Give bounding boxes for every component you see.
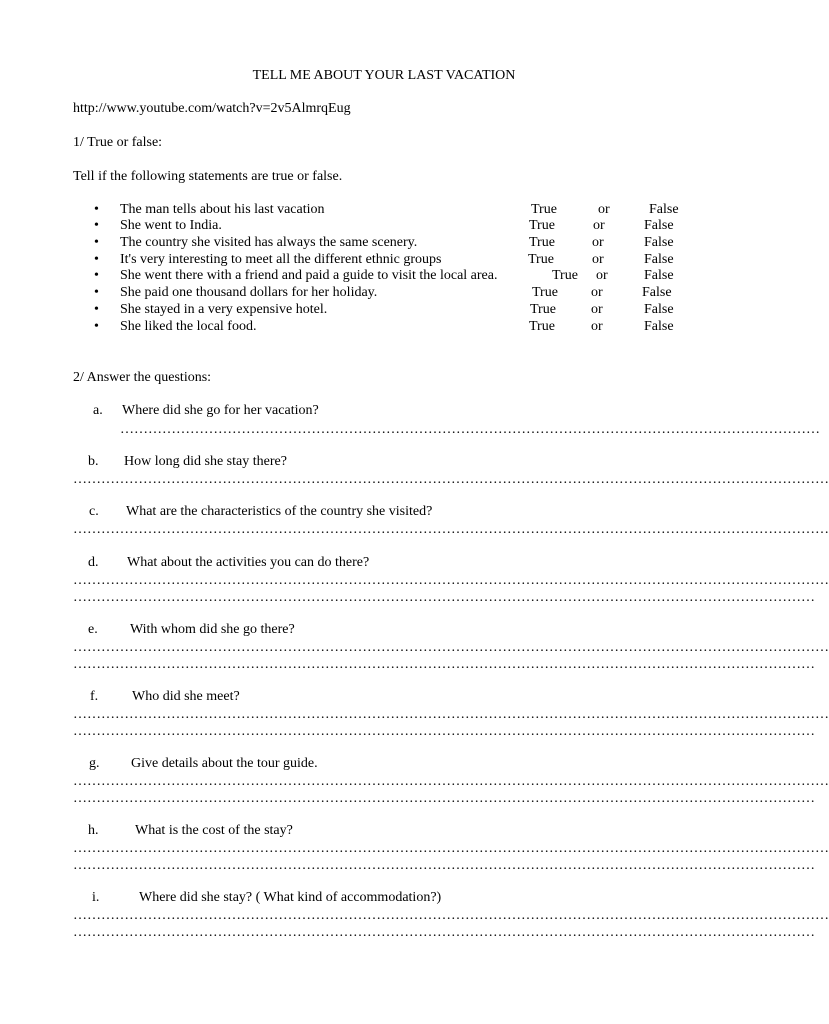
video-url[interactable]: http://www.youtube.com/watch?v=2v5AlmrqEug — [73, 101, 351, 116]
true-option[interactable]: True — [528, 252, 554, 267]
statement-item — [0, 252, 768, 268]
question-item — [0, 689, 768, 707]
true-option[interactable]: True — [552, 268, 578, 283]
answer-line[interactable]: ……………………………………………………………………………………………………………………………………………… — [73, 908, 829, 923]
statement-text: She went to India. — [120, 218, 222, 233]
question-item — [0, 454, 768, 472]
statement-item — [0, 302, 768, 318]
statement-text: It's very interesting to meet all the different ethnic groups — [120, 252, 442, 267]
question-letter: h. — [88, 823, 99, 838]
answer-line[interactable]: ……………………………………………………………………………………………………………………………………………… — [73, 707, 829, 722]
section1-instruction: Tell if the following statements are true or false. — [73, 169, 343, 184]
bullet-icon: • — [94, 218, 99, 233]
bullet-icon: • — [94, 202, 99, 217]
statement-item — [0, 285, 768, 301]
bullet-icon: • — [94, 302, 99, 317]
or-label: or — [592, 235, 604, 250]
or-label: or — [592, 252, 604, 267]
answer-line[interactable]: ……………………………………………………………………………………………………………………………………………… — [73, 774, 829, 789]
bullet-icon: • — [94, 319, 99, 334]
false-option[interactable]: False — [644, 218, 674, 233]
or-label: or — [596, 268, 608, 283]
question-item — [0, 622, 768, 640]
section2-heading: 2/ Answer the questions: — [73, 370, 212, 385]
false-option[interactable]: False — [644, 268, 674, 283]
statement-item — [0, 235, 768, 251]
bullet-icon: • — [94, 268, 99, 283]
question-text: Give details about the tour guide. — [131, 756, 318, 771]
question-text: Who did she meet? — [132, 689, 240, 704]
answer-line[interactable]: …………………………………………………………………………………………………………………………………………… — [73, 590, 815, 605]
or-label: or — [598, 202, 610, 217]
or-label: or — [591, 302, 603, 317]
question-item — [0, 403, 768, 421]
answer-line[interactable]: ……………………………………………………………………………………………………………………………………………… — [73, 841, 829, 856]
true-option[interactable]: True — [529, 235, 555, 250]
statement-item — [0, 218, 768, 234]
question-letter: c. — [89, 504, 99, 519]
question-letter: a. — [93, 403, 103, 418]
statement-item — [0, 268, 768, 284]
answer-line[interactable]: …………………………………………………………………………………………………………………………………………… — [73, 925, 815, 940]
answer-line[interactable]: …………………………………………………………………………………………………………………………………………… — [73, 657, 815, 672]
answer-line[interactable]: ……………………………………………………………………………………………………………………………………………… — [73, 640, 829, 655]
statement-text: She paid one thousand dollars for her holiday. — [120, 285, 378, 300]
question-text: With whom did she go there? — [130, 622, 295, 637]
statement-text: The country she visited has always the same scenery. — [120, 235, 418, 250]
false-option[interactable]: False — [644, 235, 674, 250]
true-option[interactable]: True — [531, 202, 557, 217]
question-item — [0, 504, 768, 522]
question-letter: b. — [88, 454, 99, 469]
answer-line[interactable]: ……………………………………………………………………………………………………………………………………………… — [73, 573, 829, 588]
false-option[interactable]: False — [644, 252, 674, 267]
statement-text: She stayed in a very expensive hotel. — [120, 302, 328, 317]
statement-text: The man tells about his last vacation — [120, 202, 325, 217]
false-option[interactable]: False — [644, 302, 674, 317]
question-item — [0, 823, 768, 841]
true-option[interactable]: True — [532, 285, 558, 300]
or-label: or — [591, 319, 603, 334]
answer-line[interactable]: …………………………………………………………………………………………………………………………………………… — [73, 791, 815, 806]
true-option[interactable]: True — [530, 302, 556, 317]
question-text: Where did she go for her vacation? — [122, 403, 319, 418]
false-option[interactable]: False — [649, 202, 679, 217]
question-letter: f. — [90, 689, 99, 704]
true-option[interactable]: True — [529, 218, 555, 233]
question-text: Where did she stay? ( What kind of accommodation?) — [139, 890, 442, 905]
question-text: What about the activities you can do there? — [127, 555, 370, 570]
answer-line[interactable]: …………………………………………………………………………………………………………………………………… — [120, 422, 820, 437]
false-option[interactable]: False — [644, 319, 674, 334]
false-option[interactable]: False — [642, 285, 672, 300]
answer-line[interactable]: …………………………………………………………………………………………………………………………………………… — [73, 724, 815, 739]
bullet-icon: • — [94, 285, 99, 300]
bullet-icon: • — [94, 235, 99, 250]
question-letter: d. — [88, 555, 99, 570]
statement-text: She went there with a friend and paid a guide to visit the local area. — [120, 268, 498, 283]
statement-item — [0, 202, 768, 218]
question-text: What are the characteristics of the country she visited? — [126, 504, 433, 519]
true-option[interactable]: True — [529, 319, 555, 334]
statement-item — [0, 319, 768, 335]
bullet-icon: • — [94, 252, 99, 267]
question-item — [0, 890, 768, 908]
question-text: What is the cost of the stay? — [135, 823, 293, 838]
page-title: TELL ME ABOUT YOUR LAST VACATION — [252, 68, 516, 83]
question-letter: g. — [89, 756, 100, 771]
or-label: or — [593, 218, 605, 233]
answer-line[interactable]: ……………………………………………………………………………………………………………………………………………… — [73, 522, 829, 537]
question-text: How long did she stay there? — [124, 454, 287, 469]
answer-line[interactable]: ……………………………………………………………………………………………………………………………………………… — [73, 472, 829, 487]
question-letter: e. — [88, 622, 98, 637]
answer-line[interactable]: …………………………………………………………………………………………………………………………………………… — [73, 858, 815, 873]
question-item — [0, 756, 768, 774]
or-label: or — [591, 285, 603, 300]
question-letter: i. — [92, 890, 100, 905]
question-item — [0, 555, 768, 573]
section1-heading: 1/ True or false: — [73, 135, 163, 150]
statement-text: She liked the local food. — [120, 319, 257, 334]
